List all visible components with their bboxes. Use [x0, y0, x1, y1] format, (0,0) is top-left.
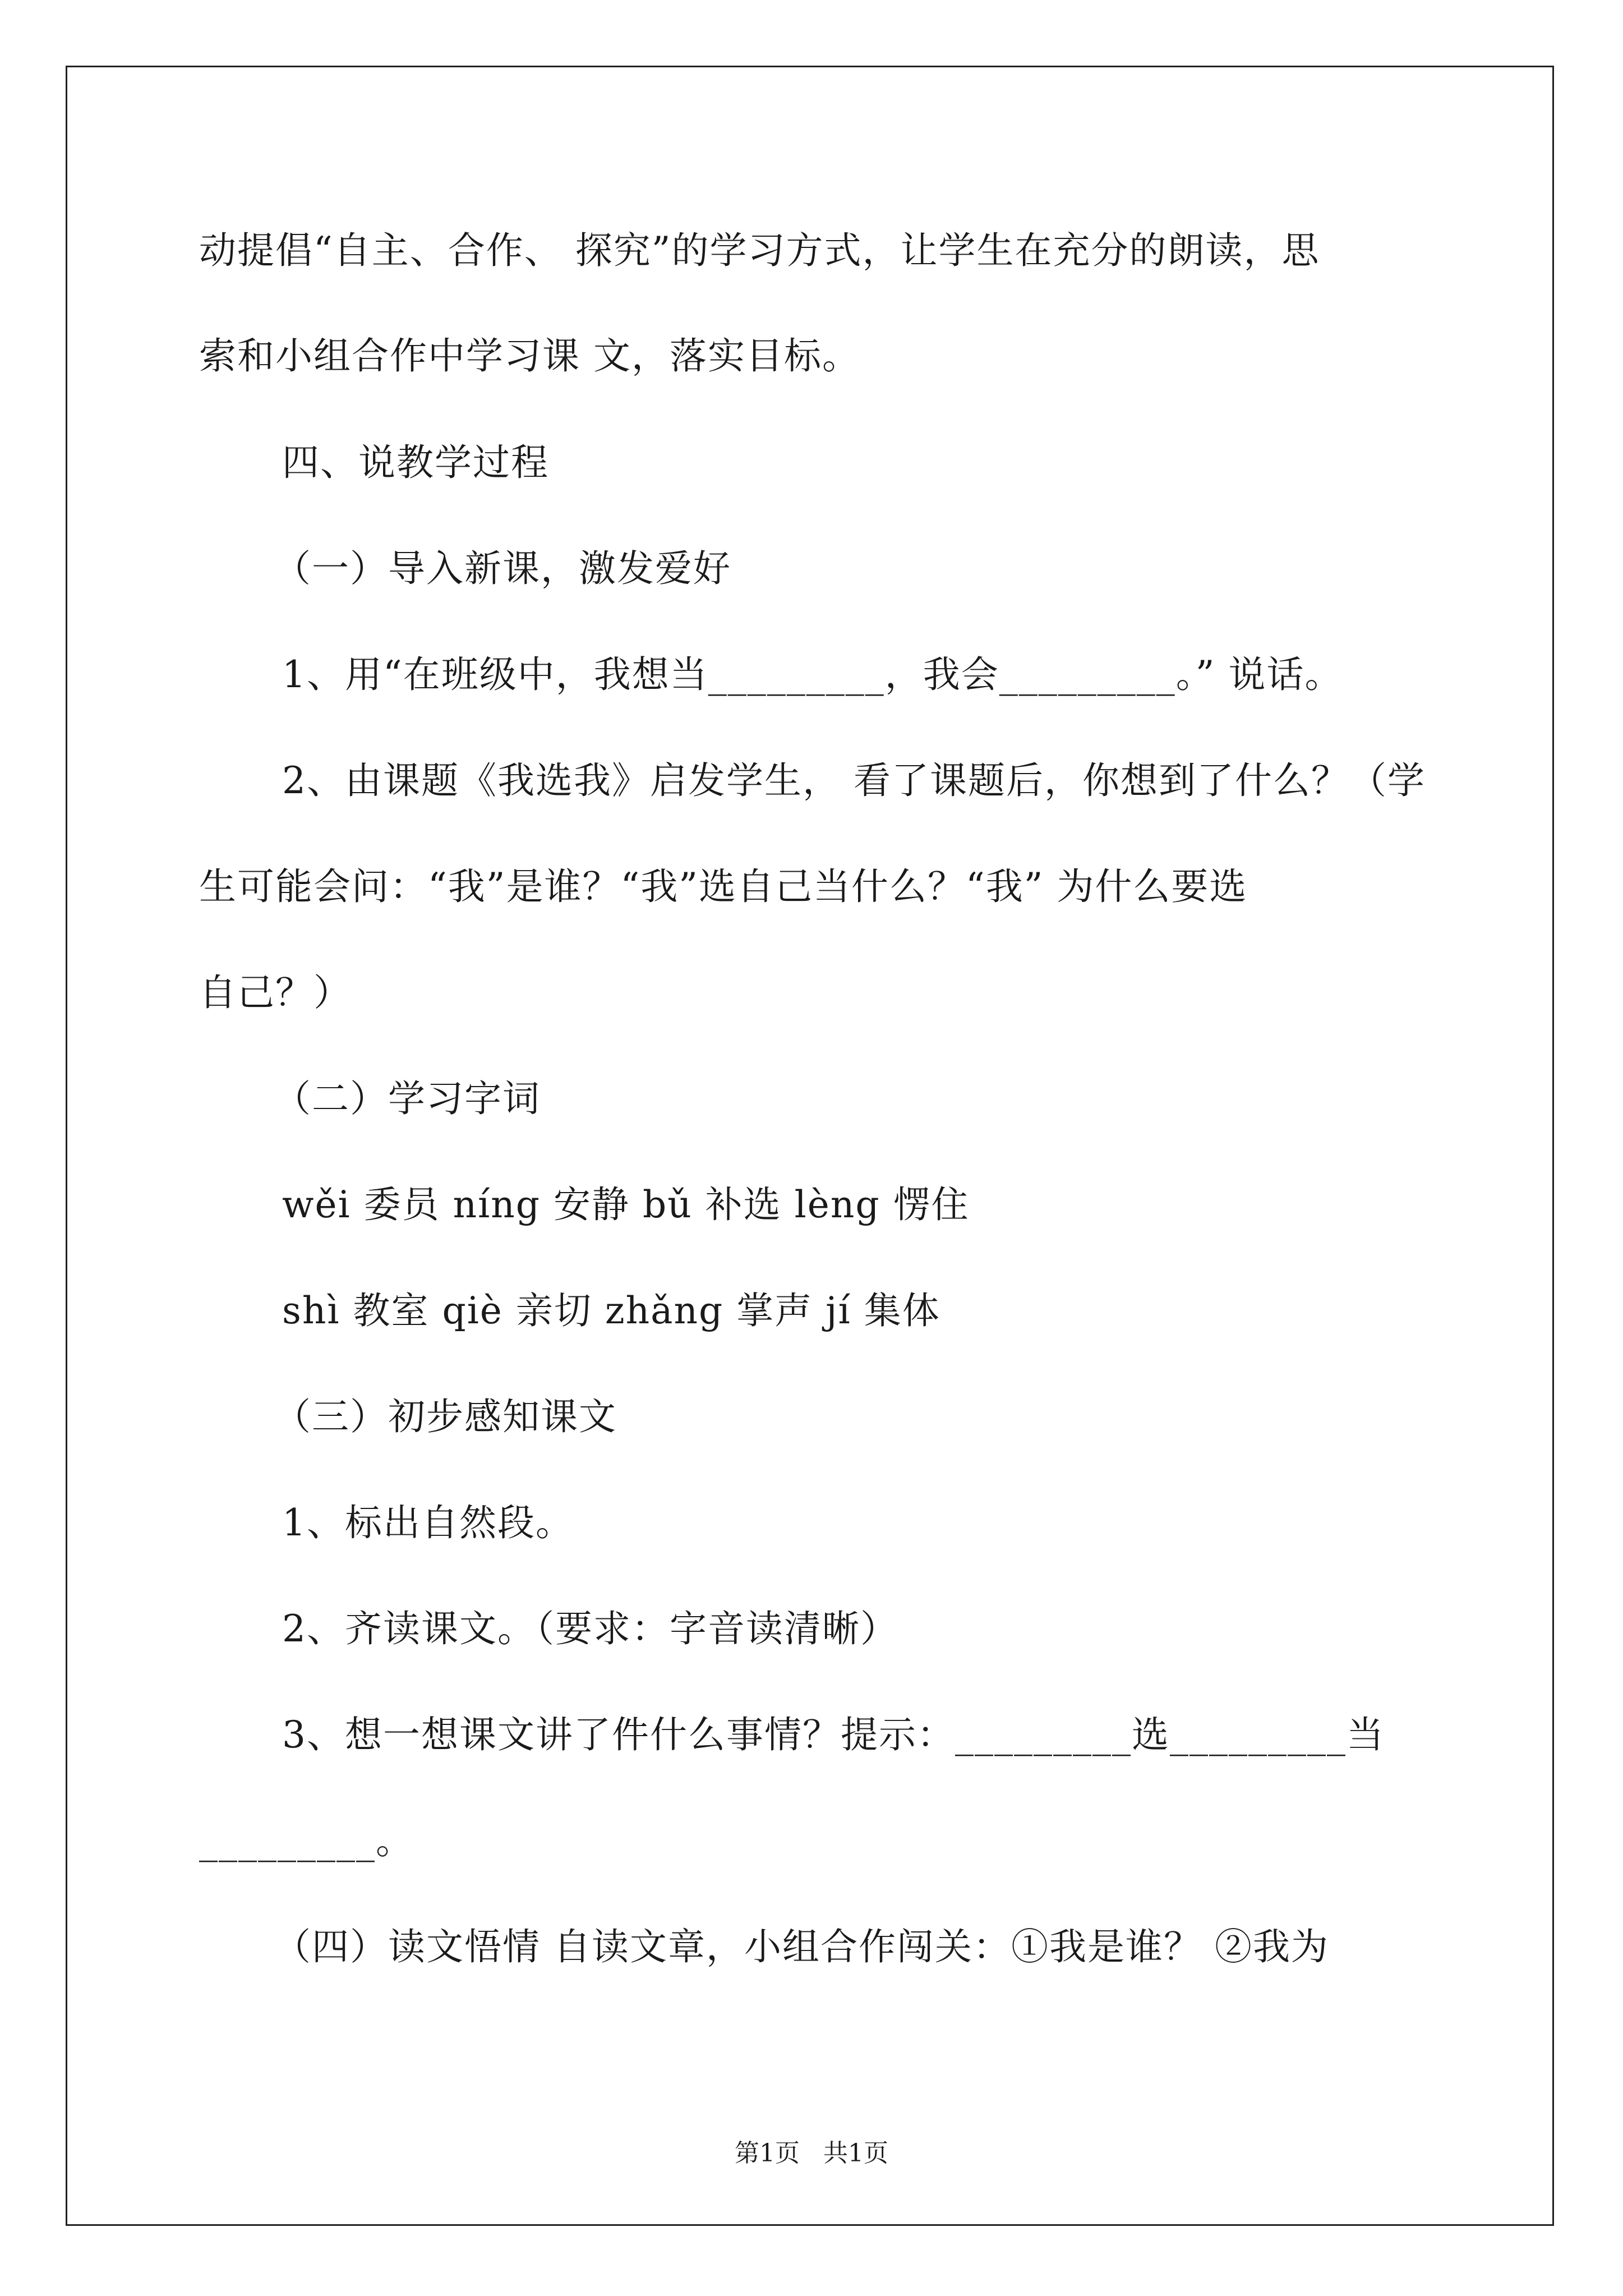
paragraph-line: 2、由课题《我选我》启发学生， 看了课题后，你想到了什么？（学: [282, 759, 1426, 802]
vocabulary-line: wěi 委员 níng 安静 bǔ 补选 lèng 愣住: [282, 1183, 970, 1226]
section-heading: 四、说教学过程: [282, 441, 549, 484]
paragraph-line: 2、齐读课文。（要求：字音读清晰）: [282, 1607, 898, 1650]
subsection-heading: （一）导入新课，激发爱好: [274, 547, 731, 590]
paragraph-line: 动提倡“自主、合作、 探究”的学习方式，让学生在充分的朗读，思: [199, 229, 1320, 272]
paragraph-line: 3、想一想课文讲了件什么事情？提示：_________选_________当: [282, 1713, 1385, 1756]
paragraph-line: 生可能会问：“我”是谁？“我”选自己当什么？“我” 为什么要选: [199, 865, 1248, 908]
page-number-footer: 第1页 共1页: [735, 2139, 888, 2168]
paragraph-line: 1、用“在班级中，我想当_________，我会_________。” 说话。: [282, 653, 1343, 696]
subsection-heading: （二）学习字词: [274, 1077, 541, 1120]
page-border: [66, 66, 1554, 2226]
paragraph-line: _________。: [199, 1819, 414, 1862]
subsection-heading: （三）初步感知课文: [274, 1395, 617, 1438]
paragraph-line: 索和小组合作中学习课 文，落实目标。: [199, 334, 860, 378]
paragraph-line: 1、标出自然段。: [282, 1501, 574, 1544]
subsection-heading: （四）读文悟情 自读文章，小组合作闯关：①我是谁？ ②我为: [274, 1925, 1329, 1968]
paragraph-line: 自己？）: [199, 971, 352, 1014]
vocabulary-line: shì 教室 qiè 亲切 zhǎng 掌声 jí 集体: [282, 1289, 940, 1332]
